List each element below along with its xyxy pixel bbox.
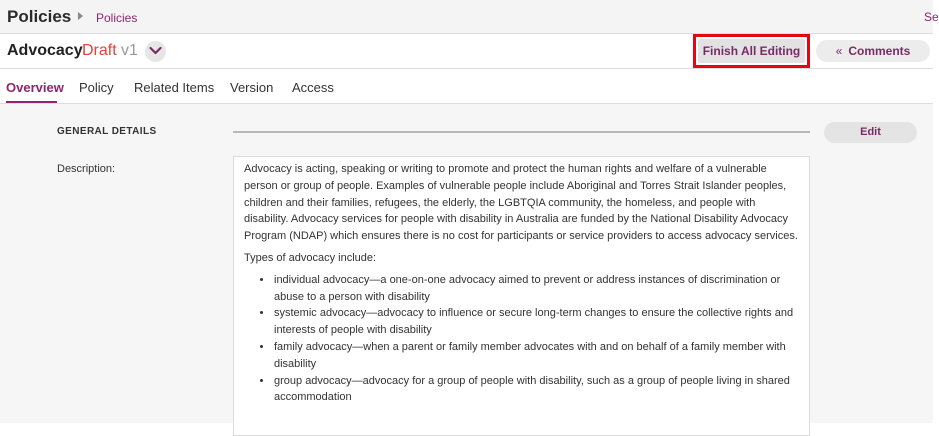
document-version: v1 <box>121 42 138 59</box>
breadcrumb-separator-icon <box>78 12 83 20</box>
comments-button[interactable] <box>816 40 930 62</box>
double-chevron-left-icon: « <box>835 44 843 58</box>
app-title: Policies <box>7 7 72 26</box>
breadcrumb-link-policies[interactable]: Policies <box>96 11 138 25</box>
tab-version[interactable]: Version <box>230 80 274 95</box>
tab-related-items[interactable]: Related Items <box>134 80 215 95</box>
document-title-bar <box>0 34 933 69</box>
description-label: Description: <box>57 163 116 175</box>
document-status: Draft <box>82 42 117 59</box>
edit-button[interactable]: Edit <box>824 122 917 143</box>
tab-access[interactable]: Access <box>292 80 334 95</box>
list-item: • systemic advocacy—advocacy to influence or secure long-term changes to ensure the collective rights and interests of people with disability <box>273 305 799 339</box>
comments-label: Comments <box>848 44 911 58</box>
list-item: • family advocacy—when a parent or family member advocates with and on behalf of a family member with disability <box>273 339 799 373</box>
version-menu-button[interactable] <box>145 41 166 62</box>
description-intro: Advocacy is acting, speaking or writing to promote and protect the human rights and welfare of a vulnerable person or group of people. Examples of vulnerable people include Aboriginal and Torres Strait Islander peoples, children and their families, refugees, the elderly, the LGBTQIA community, the homeless, and people with disability. Advocacy services for people with disability in Australia are funded by the National Disability Advocacy Program (NDAP) which ensures there is no cost for participants or service providers to access advocacy services. <box>244 163 798 243</box>
top-right-link[interactable]: Se <box>924 10 939 24</box>
tab-overview[interactable]: Overview <box>6 80 64 95</box>
types-heading: Types of advocacy include: <box>244 251 377 264</box>
description-field <box>233 156 810 436</box>
finish-editing-highlight <box>693 34 810 68</box>
chevron-down-icon <box>149 46 162 56</box>
overview-content <box>0 104 933 423</box>
list-item: • individual advocacy—a one-on-one advocacy aimed to prevent or address instances of discrimination or abuse to a person with disability <box>273 272 799 306</box>
tab-policy[interactable]: Policy <box>79 80 114 95</box>
section-title: GENERAL DETAILS <box>57 126 157 137</box>
section-divider <box>233 131 810 133</box>
document-title: Advocacy <box>7 42 83 59</box>
finish-all-editing-button[interactable]: Finish All Editing <box>698 39 805 63</box>
list-item: • group advocacy—advocacy for a group of people with disability, such as a group of people living in shared accommodation <box>273 373 799 407</box>
advocacy-types-list <box>273 272 799 406</box>
tab-bar <box>0 69 933 104</box>
active-tab-indicator <box>6 101 57 103</box>
top-bar <box>0 0 939 34</box>
